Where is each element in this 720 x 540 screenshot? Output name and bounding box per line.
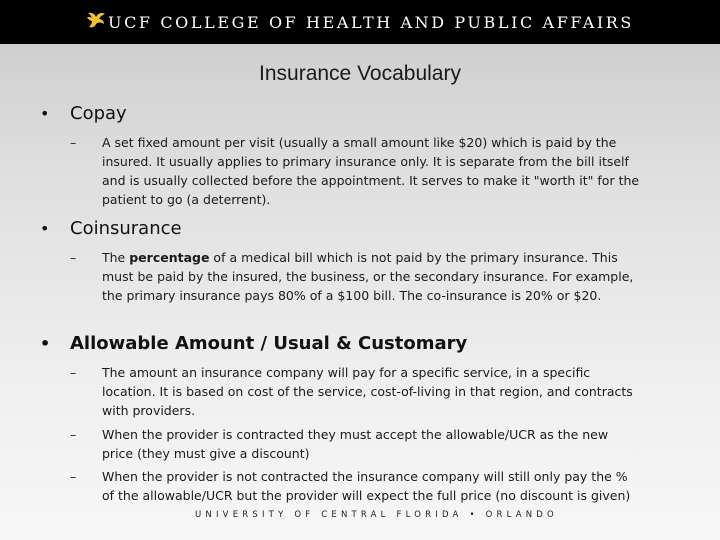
bullet-dot-icon: •	[40, 334, 51, 353]
sub-item	[70, 425, 640, 463]
bullet-copay	[40, 103, 127, 124]
header-bar	[0, 0, 720, 44]
sub-item-text: The percentage of a medical bill which is not paid by the primary insurance. This must be paid by the insured, the business, or the secondary insurance. For example, the primary insurance pays 80% of a $100 bill. The co-insurance is 20% or $20.	[102, 250, 634, 303]
dash-icon: –	[70, 427, 77, 442]
bullet-dot-icon: •	[40, 219, 50, 238]
dash-icon: –	[70, 135, 77, 150]
sub-item-text: When the provider is contracted they must accept the allowable/UCR as the new price (they must give a discount)	[102, 427, 609, 461]
sub-item	[70, 467, 640, 505]
sub-item-text: When the provider is not contracted the insurance company will still only pay the % of the allowable/UCR but the provider will expect the full price (no discount is given)	[102, 469, 631, 503]
dash-icon: –	[70, 250, 77, 265]
bullet-label: Coinsurance	[70, 218, 182, 239]
sub-item-text: The amount an insurance company will pay for a specific service, in a specific location. It is based on cost of the service, cost-of-living in that region, and contracts with providers.	[102, 365, 633, 418]
bullet-allowable-amount	[40, 333, 467, 354]
sub-item-text: A set fixed amount per visit (usually a small amount like $20) which is paid by the insured. It usually applies to primary insurance only. It is separate from the bill itself and is usually collected before the appointment. It serves to make it "worth it" for the patient to go (a deterrent).	[102, 135, 640, 207]
dash-icon: –	[70, 469, 77, 484]
sub-item	[70, 363, 640, 420]
dash-icon: –	[70, 365, 77, 380]
bullet-label: Copay	[70, 103, 127, 124]
bullet-dot-icon: •	[40, 104, 50, 123]
slide-title: Insurance Vocabulary	[259, 62, 461, 85]
footer-university: UNIVERSITY OF CENTRAL FLORIDA • ORLANDO	[195, 510, 558, 520]
college-name: UCF COLLEGE OF HEALTH AND PUBLIC AFFAIRS	[108, 12, 634, 32]
ucf-pegasus-logo-icon	[86, 10, 106, 30]
sub-item	[70, 133, 640, 209]
bullet-label: Allowable Amount / Usual & Customary	[70, 333, 468, 354]
sub-item	[70, 248, 640, 305]
bold-term: percentage	[129, 250, 210, 265]
bullet-coinsurance	[40, 218, 182, 239]
